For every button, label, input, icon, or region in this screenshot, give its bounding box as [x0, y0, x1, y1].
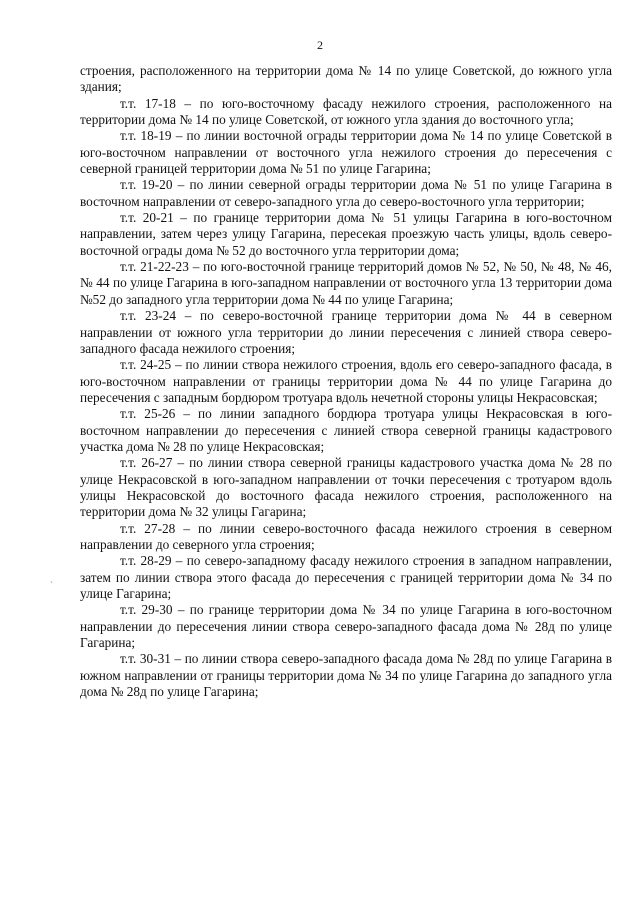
paragraph: т.т. 24-25 – по линии створа нежилого строения, вдоль его северо-западного фасада, в юго-восточном направлении от границы территории дома № 44 по улице Гагарина до пересечения с западным бордюром тротуара вдоль нечетной стороны улицы Некрасовская;	[80, 357, 612, 405]
paragraph: т.т. 26-27 – по линии створа северной границы кадастрового участка дома № 28 по улице Некрасовской в юго-западном направлении от точки пересечения с тротуаром вдоль улицы Некрасовской до восточного фасада нежилого строения, расположенного на территории дома № 32 улицы Гагарина;	[80, 455, 612, 520]
paragraph: т.т. 25-26 – по линии западного бордюра тротуара улицы Некрасовская в юго-восточном направлении до пересечения с линией створа северной границы кадастрового участка дома № 28 по улице Некрасовская;	[80, 406, 612, 454]
page-number: 2	[317, 38, 323, 52]
paragraph: т.т. 21-22-23 – по юго-восточной границе территорий домов № 52, № 50, № 48, № 46, № 44 по улице Гагарина в юго-западном направлении от восточного угла 13 территории дома №52 до западного угла территории дома № 44 по улице Гагарина;	[80, 259, 612, 307]
paragraph: т.т. 29-30 – по границе территории дома № 34 по улице Гагарина в юго-восточном направлении до пересечения линии створа северо-западного фасада дома № 28д по улице Гагарина;	[80, 602, 612, 651]
paragraph: т.т. 30-31 – по линии створа северо-западного фасада дома № 28д по улице Гагарина в южном направлении от границы территории дома № 34 по улице Гагарина до западного угла дома № 28д по улице Гагарина;	[80, 651, 612, 700]
paragraph: т.т. 27-28 – по линии северо-восточного фасада нежилого строения в северном направлении до северного угла строения;	[80, 520, 612, 552]
paragraph: строения, расположенного на территории дома № 14 по улице Советской, до южного угла здания;	[80, 63, 612, 95]
paragraph: т.т. 19-20 – по линии северной ограды территории дома № 51 по улице Гагарина в восточном направлении от северо-западного угла до северо-восточного угла территории;	[80, 177, 612, 209]
paragraph: т.т. 20-21 – по границе территории дома № 51 улицы Гагарина в юго-восточном направлении, затем через улицу Гагарина, пересекая проезжую часть улицы, вдоль северо-восточной ограды дома № 52 до восточного угла территории дома;	[80, 210, 612, 258]
paragraph: т.т. 18-19 – по линии восточной ограды территории дома № 14 по улице Советской в юго-восточном направлении от восточного угла нежилого строения до пересечения с северной границей территории дома № 51 по улице Гагарина;	[80, 128, 612, 177]
scan-mark: `	[50, 580, 53, 590]
paragraph: т.т. 17-18 – по юго-восточному фасаду нежилого строения, расположенного на территории дома № 14 по улице Советской, от южного угла здания до восточного угла;	[80, 95, 612, 128]
paragraph: т.т. 23-24 – по северо-восточной границе территории дома № 44 в северном направлении от южного угла территории до линии пересечения с линией створа северо-западного фасада нежилого строения;	[80, 308, 612, 356]
document-body	[80, 63, 612, 700]
paragraph: т.т. 28-29 – по северо-западному фасаду нежилого строения в западном направлении, затем по линии створа этого фасада до пересечения с границей территории дома № 34 по улице Гагарина;	[80, 553, 612, 601]
